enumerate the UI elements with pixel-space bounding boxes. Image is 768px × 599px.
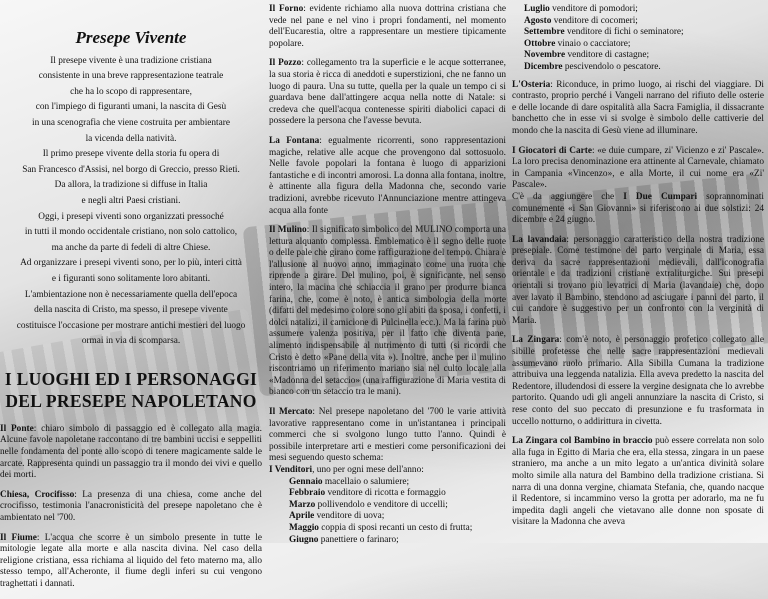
list-item <box>524 39 764 51</box>
paragraph-zingara <box>512 335 764 428</box>
intro-line: ma anche da parte di fedeli di altre Chiese. <box>51 242 211 253</box>
text-venditori: , uno per ogni mese dell'anno: <box>312 464 424 475</box>
intro-line: San Francesco d'Assisi, nel borgo di Greccio, presso Rieti. <box>22 164 240 175</box>
text-pozzo: : collegamento tra la superficie e le acque sotterranee, la sua storia è ricca di aneddoti e superstizioni, che ne fanno un luogo di paura. Una su tutte, quella per la quale un tempo ci si guardava bene dall'attingere acqua nella notte di Natale: si credeva che quell'acqua contenesse spiriti diabolici capaci di possedere la persona che l'avesse bevuta. <box>269 58 506 127</box>
label-giocatori: I Giocatori di Carte <box>512 145 592 156</box>
intro-line: L'ambientazione non è necessariamente quella dell'epoca <box>24 289 238 300</box>
label-pozzo: Il Pozzo <box>269 58 302 69</box>
months-list-second-half <box>512 4 764 74</box>
month-text: pollivendolo e venditore di uccelli; <box>315 499 448 510</box>
month-text: coppia di sposi recanti un cesto di frutta; <box>318 522 473 533</box>
paragraph-osteria <box>512 80 764 138</box>
month-text: venditore di pomodori; <box>549 4 638 14</box>
label-mercato: Il Mercato <box>269 407 313 417</box>
month-name: Maggio <box>289 522 319 533</box>
paragraph-fontana <box>269 136 506 217</box>
month-text: venditore di fichi o seminatore; <box>564 27 684 38</box>
paragraph-venditori <box>269 465 506 477</box>
label-forno: Il Forno <box>269 4 304 14</box>
list-item <box>289 523 506 535</box>
list-item <box>289 477 506 489</box>
month-text: vinaio o cacciatore; <box>555 38 631 49</box>
label-chiesa: Chiesa, Crocifisso <box>0 489 75 500</box>
month-name: Luglio <box>524 4 550 14</box>
month-text: panettiere o farinaro; <box>318 534 399 545</box>
intro-text <box>0 54 262 350</box>
paragraph-lavandaia <box>512 235 764 328</box>
label-lavandaia: La lavandaia <box>512 234 567 245</box>
intro-line: Ad organizzare i presepi viventi sono, per lo più, interi città <box>20 258 242 269</box>
section-heading-line-2: DEL PRESEPE NAPOLETANO <box>5 390 257 411</box>
label-mulino: Il Mulino <box>269 225 307 236</box>
text-mulino: : Il significato simbolico del MULINO comporta una lettura alquanto complessa. Emblematico è il segno delle ruote o delle pale che girano come raffigurazione del tempo. Chiara è l'allusione al nuovo anno, immaginato come una ruota che riprende a girare. Del mulino, poi, è significante, nel senso intero, la macina che schiaccia il grano per produrre bianca farina, che, come è noto, è antica simbologia della morte (difatti del medesimo colore sono gli abiti da sposa, i confetti, i dolci natalizi, il camicione di Pulcinella ecc.). Ma la farina può assumere valenza positiva, per il fatto che diventa pane, alimento indispensabile al nutrimento di tutti (si ricordi che Cristo è detto «Pane della vita »). Inoltre, anche per il mulino riscontriamo un riferimento mariano sia nel culto locale alla «Madonna del setaccio» (una raffigurazione di Maria vestita di bianco con un setaccio tra le mani). <box>269 225 506 398</box>
list-item <box>524 62 764 74</box>
label-ponte: Il Ponte <box>0 423 34 434</box>
text-chiesa: : La presenza di una chiesa, come anche del crocifisso, testimonia l'anacronisticità del presepe napoletano che è ambientato nel '700. <box>0 489 262 524</box>
text-mercato: : Nel presepe napoletano del '700 le varie attività lavorative rappresentano come in un'istantanea i principali commerci che si svolgono lungo tutto l'anno. Quindi è possibile interpretare arti e mestieri come personificazioni dei mesi seguendo questo schema: <box>269 407 506 464</box>
intro-line: in tutti il mondo occidentale cristiano, non solo cattolico, <box>24 227 238 238</box>
paragraph-fiume <box>0 533 262 591</box>
label-fiume: Il Fiume <box>0 532 37 543</box>
intro-line: consistente in una breve rappresentazione teatrale <box>38 71 224 82</box>
paragraph-ponte <box>0 424 262 482</box>
list-item <box>524 16 764 28</box>
label-fontana: La Fontana <box>269 135 320 146</box>
list-item <box>289 535 506 547</box>
paragraph-giocatori <box>512 146 764 192</box>
text-forno: : evidente richiamo alla nuova dottrina cristiana che vede nel pane e nel vino i propri fondamenti, nel momento dell'Eucarestia, oltre a rappresentare un mestiere tipicamente popolare. <box>269 4 506 49</box>
intro-line: Il primo presepe vivente della storia fu opera di <box>42 149 220 160</box>
paragraph-cumpari <box>512 192 764 227</box>
month-name: Gennaio <box>289 476 323 487</box>
column-middle <box>269 0 506 546</box>
text-fiume: : L'acqua che scorre è un simbolo presente in tutte le mitologie legate alla morte e alla nascita divina. Nel caso della religione cristiana, essa richiama al liquido del feto materno ma, allo stesso tempo, all'Acheronte, il fiume degli inferi su cui vengono traghettati i dannati. <box>0 532 262 589</box>
month-name: Febbraio <box>289 488 326 499</box>
text-cumpari: soprannominati comunemente «i San Giovanni» si riferiscono ai due solstizi: 24 dicembre e 24 giugno. <box>512 191 765 226</box>
intro-line: e i figuranti sono solitamente loro abitanti. <box>51 273 211 284</box>
intro-line: Oggi, i presepi viventi sono organizzati pressoché <box>38 211 224 222</box>
label-zingara-bambino: La Zingara col Bambino in braccio <box>512 436 653 447</box>
month-name: Giugno <box>289 534 319 545</box>
column-left <box>0 0 262 599</box>
paragraph-chiesa <box>0 490 262 525</box>
month-text: venditore di castagne; <box>565 50 650 61</box>
month-name: Settembre <box>524 27 565 38</box>
text-lavandaia: : personaggio caratteristico della nostra tradizione presepiale. Come testimone del parto verginale di Maria, essa deriva da sacre rappresentazioni medievali, dall'iconografia orientale e da tradizioni cristiane extraliturgiche. Sui presepi orientali si trovano più levatrici di Maria (lavandaie) che, dopo aver lavato il Bambino, stendono ad asciugare i panni del parto, il cui candore è suggestivo per un confronto con la verginità di Maria. <box>512 234 764 326</box>
paragraph-zingara-bambino <box>512 436 764 529</box>
text-giocatori: : «e duie cumpare, zi' Vicienzo e zi' Pascale». La loro precisa denominazione era attinente al Carnevale, chiamato in Campania «Vincenzo», e alla Morte, il cui nome era «Zi' Pascale». <box>512 145 764 191</box>
list-item <box>524 4 764 16</box>
text-ponte: : chiaro simbolo di passaggio ed è collegato alla magia. Alcune favole napoletane raccontano di tre bambini uccisi e seppelliti nelle fondamenta del ponte allo scopo di tenere magicamente salde le arcate. Rappresenta quindi un passaggio tra il mondo dei vivi e quello dei morti. <box>0 423 262 481</box>
section-heading-line-1: I LUOGHI ED I PERSONAGGI <box>4 368 258 389</box>
list-item <box>289 488 506 500</box>
paragraph-forno <box>269 4 506 50</box>
text-osteria: : Riconduce, in primo luogo, ai rischi del viaggiare. Di contrasto, proprio perché i Vangeli narrano del rifiuto delle osterie e delle locande di dare ospitalità alla Sacra Famiglia, il dissacrante banchetto che in esse vi si svolge è simbolo delle cattiverie del mondo che la nascita di Gesù viene ad illuminare. <box>512 79 764 136</box>
list-item <box>289 511 506 523</box>
list-item <box>289 500 506 512</box>
label-zingara: La Zingara <box>512 335 560 346</box>
paragraph-mulino <box>269 225 506 399</box>
month-text: pescivendolo o pescatore. <box>562 61 661 72</box>
paragraph-mercato <box>269 407 506 465</box>
month-text: venditore di cocomeri; <box>551 15 638 26</box>
list-item <box>524 27 764 39</box>
intro-line: la vicenda della natività. <box>85 133 177 144</box>
list-item <box>524 50 764 62</box>
month-name: Agosto <box>524 15 552 26</box>
paragraph-pozzo <box>269 58 506 128</box>
intro-line: in una scenografia che viene costruita per ambientare <box>32 117 230 128</box>
text-cumpari-pre: C'è da aggiungere che <box>512 191 624 202</box>
month-name: Marzo <box>289 499 316 510</box>
intro-line: e negli altri Paesi cristiani. <box>81 195 181 206</box>
section-heading <box>0 368 262 412</box>
text-zingara: : com'è noto, è personaggio profetico collegato alle sibille profetesse che nelle sacre rappresentazioni medievali assumevano ruolo primario. Alla Sibilla Cumana la tradizione attribuiva una leggenda natalizia. Ella aveva predetto la nascita del Redentore, illudendosi di essere la vergine designata che lo avrebbe partorito. Quando udì gli angeli annunziare la nascita di Cristo, si rese conto del suo peccato di presunzione e fu trasformata in uccello notturno, o addirittura in civetta. <box>512 335 764 427</box>
month-name: Dicembre <box>524 61 563 72</box>
month-text: venditore di ricotta e formaggio <box>325 488 446 499</box>
label-venditori: I Venditori <box>269 464 313 475</box>
month-name: Novembre <box>524 50 566 61</box>
intro-line: Il presepe vivente è una tradizione cristiana <box>50 55 212 66</box>
intro-line: costituisce l'occasione per mostrare antichi mestieri del luogo <box>16 320 246 331</box>
intro-line: ormai in via di scomparsa. <box>81 336 181 347</box>
month-name: Ottobre <box>524 38 556 49</box>
label-cumpari: I Due Cumpari <box>623 191 698 202</box>
month-text: venditore di uova; <box>314 511 385 522</box>
page-title: Presepe Vivente <box>75 28 187 47</box>
months-list-first-half <box>269 477 506 547</box>
text-fontana: : egualmente ricorrenti, sono rappresentazioni magiche, relative alle acque che provengono dal sottosuolo. Nelle favole popolari la fontana è luogo di apparizioni fantastiche e di incontri amorosi. La donna alla fontana, inoltre, è attinente alla figura della Madonna che, secondo varie tradizioni, avrebbe ricevuto l'Annunciazione mentre attingeva acqua alla fonte <box>269 135 506 216</box>
intro-line: che ha lo scopo di rappresentare, <box>70 86 192 97</box>
intro-line: con l'impiego di figuranti umani, la nascita di Gesù <box>35 102 227 113</box>
intro-line: della nascita di Cristo, ma spesso, il presepe vivente <box>34 305 228 316</box>
label-osteria: L'Osteria <box>512 79 551 90</box>
month-name: Aprile <box>289 511 315 522</box>
text-zingara-bambino: può essere correlata non solo alla fuga in Egitto di Maria che era, ella stessa, zingara in un paese straniero, ma anche a un mito legato a un'antica divinità solare molto simile alla natura del Bambino della tradizione cristiana. Si narra di una donna vergine, chiamata Stefania, che, quando nacque il Redentore, si incammino verso la grotta per adorarlo, ma ne fu impedita dagli angeli che vietavano alle donne non sposate di visitare la Madonna che aveva <box>512 436 764 528</box>
column-right <box>512 0 764 537</box>
intro-line: Da allora, la tradizione si diffuse in Italia <box>54 180 208 191</box>
month-text: macellaio o salumiere; <box>322 476 410 487</box>
